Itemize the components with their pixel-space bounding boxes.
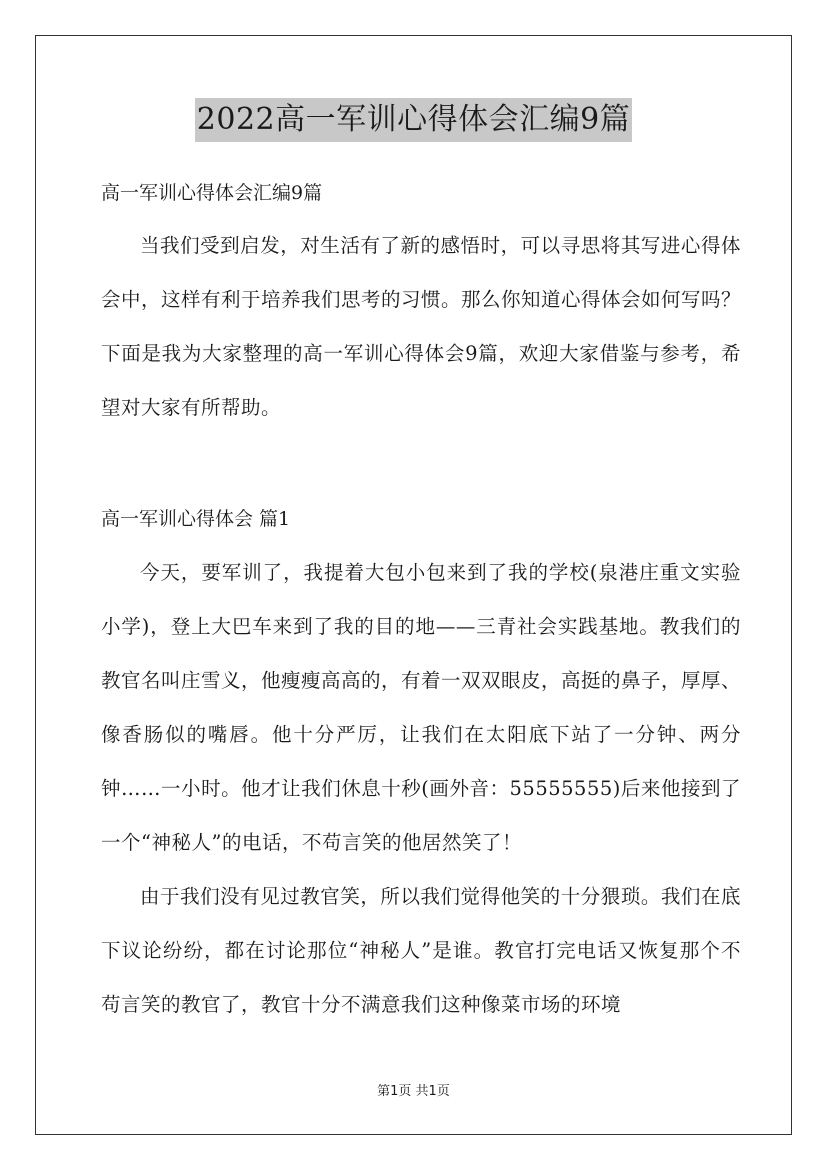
body-paragraph-2: 由于我们没有见过教官笑，所以我们觉得他笑的十分猥琐。我们在底下议论纷纷，都在讨论那位“神秘人”是谁。教官打完电话又恢复那个不苟言笑的教官了，教官十分不满意我们这种像菜市场的环境	[101, 885, 741, 1016]
section-heading: 高一军训心得体会 篇1	[101, 508, 291, 530]
body-paragraph-1: 今天，要军训了，我提着大包小包来到了我的学校(泉港庄重文实验小学)，登上大巴车来到了我的目的地——三青社会实践基地。教我们的教官名叫庄雪义，他瘦瘦高高的，有着一双双眼皮，高挺的鼻子，厚厚、像香肠似的嘴唇。他十分严厉，让我们在太阳底下站了一分钟、两分钟……一小时。他才让我们休息十秒(画外音：55555555)后来他接到了一个“神秘人”的电话，不苟言笑的他居然笑了！	[101, 561, 742, 854]
document-title: 2022高一军训心得体会汇编9篇	[195, 98, 632, 142]
intro-paragraph: 当我们受到启发，对生活有了新的感悟时，可以寻思将其写进心得体会中，这样有利于培养我们思考的习惯。那么你知道心得体会如何写吗？下面是我为大家整理的高一军训心得体会9篇，欢迎大家借鉴与参考，希望对大家有所帮助。	[101, 234, 742, 419]
document-subtitle: 高一军训心得体会汇编9篇	[101, 182, 323, 204]
page-footer: 第1页 共1页	[377, 1084, 450, 1099]
title-container	[0, 98, 827, 142]
